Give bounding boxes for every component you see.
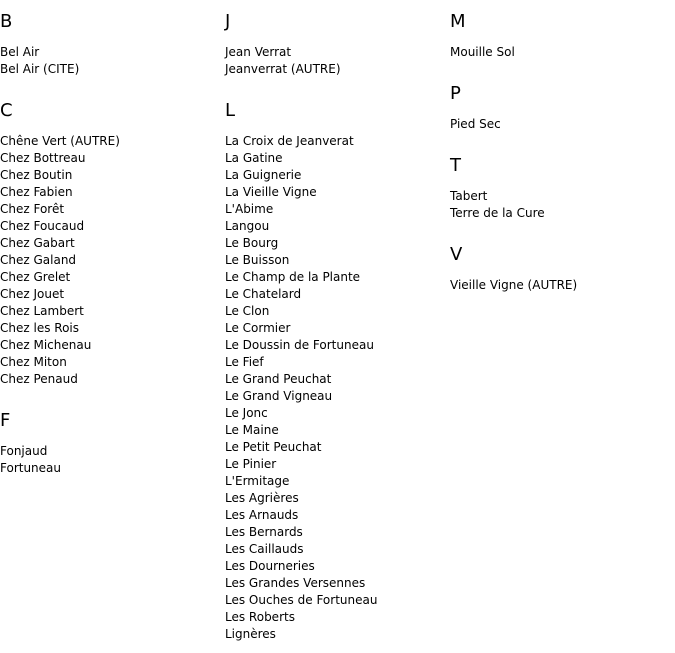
place-link[interactable]: L'Abime <box>225 202 274 216</box>
letter-group <box>450 155 670 222</box>
place-link[interactable]: Fortuneau <box>0 461 62 475</box>
place-link[interactable]: Le Maine <box>225 423 279 437</box>
letter-group <box>225 100 445 643</box>
letter-heading: P <box>450 83 461 104</box>
column-3 <box>450 0 670 294</box>
place-link[interactable]: Le Doussin de Fortuneau <box>225 338 374 352</box>
place-link[interactable]: Chez Michenau <box>0 338 92 352</box>
letter-heading: V <box>450 244 463 265</box>
letter-group <box>450 244 670 294</box>
place-link[interactable]: Chez Fabien <box>0 185 73 199</box>
place-link[interactable]: Les Ouches de Fortuneau <box>225 593 378 607</box>
letter-heading: L <box>225 100 236 121</box>
place-link[interactable]: Le Pinier <box>225 457 277 471</box>
place-link[interactable]: Le Buisson <box>225 253 290 267</box>
place-link[interactable]: Le Petit Peuchat <box>225 440 322 454</box>
place-link[interactable]: Le Jonc <box>225 406 268 420</box>
letter-group <box>225 11 445 78</box>
place-link[interactable]: Chez Jouet <box>0 287 65 301</box>
place-link[interactable]: Lignères <box>225 627 276 641</box>
place-link[interactable]: Les Bernards <box>225 525 303 539</box>
place-link[interactable]: Chez Grelet <box>0 270 71 284</box>
place-link[interactable]: Le Clon <box>225 304 270 318</box>
place-list <box>0 443 220 477</box>
place-link[interactable]: La Croix de Jeanverat <box>225 134 354 148</box>
letter-group <box>0 100 220 388</box>
place-link[interactable]: Terre de la Cure <box>450 206 545 220</box>
letter-group <box>0 410 220 477</box>
letter-group <box>0 11 220 78</box>
place-list <box>225 133 445 643</box>
place-link[interactable]: Fonjaud <box>0 444 48 458</box>
letter-heading: B <box>0 11 13 32</box>
place-link[interactable]: Le Grand Vigneau <box>225 389 333 403</box>
letter-heading: C <box>0 100 13 121</box>
place-link[interactable]: Chez Gabart <box>0 236 75 250</box>
place-link[interactable]: Jeanverrat (AUTRE) <box>225 62 341 76</box>
place-link[interactable]: Le Cormier <box>225 321 291 335</box>
place-link[interactable]: Les Arnauds <box>225 508 299 522</box>
letter-heading: M <box>450 11 466 32</box>
place-list <box>450 44 670 61</box>
place-link[interactable]: Le Chatelard <box>225 287 302 301</box>
place-link[interactable]: Bel Air (CITE) <box>0 62 80 76</box>
place-link[interactable]: Tabert <box>450 189 488 203</box>
place-link[interactable]: Les Agrières <box>225 491 299 505</box>
column-2 <box>225 0 445 643</box>
place-list <box>450 116 670 133</box>
place-link[interactable]: Chêne Vert (AUTRE) <box>0 134 120 148</box>
place-list <box>0 44 220 78</box>
place-link[interactable]: Chez Galand <box>0 253 77 267</box>
place-link[interactable]: La Gatine <box>225 151 283 165</box>
place-link[interactable]: Bel Air <box>0 45 40 59</box>
letter-heading: T <box>450 155 461 176</box>
letter-heading: J <box>225 11 231 32</box>
letter-heading: F <box>0 410 11 431</box>
letter-group <box>450 11 670 61</box>
place-list <box>450 188 670 222</box>
place-link[interactable]: Chez Forêt <box>0 202 65 216</box>
place-link[interactable]: Chez Miton <box>0 355 67 369</box>
place-link[interactable]: Langou <box>225 219 270 233</box>
place-link[interactable]: Le Fief <box>225 355 264 369</box>
place-link[interactable]: Le Grand Peuchat <box>225 372 332 386</box>
place-link[interactable]: Les Dourneries <box>225 559 315 573</box>
place-link[interactable]: Chez Boutin <box>0 168 73 182</box>
place-list <box>225 44 445 78</box>
place-link[interactable]: Chez Penaud <box>0 372 78 386</box>
place-link[interactable]: La Guignerie <box>225 168 302 182</box>
place-link[interactable]: Les Caillauds <box>225 542 304 556</box>
place-link[interactable]: Chez Lambert <box>0 304 84 318</box>
place-link[interactable]: Le Champ de la Plante <box>225 270 361 284</box>
place-link[interactable]: Vieille Vigne (AUTRE) <box>450 278 578 292</box>
place-link[interactable]: Mouille Sol <box>450 45 515 59</box>
place-link[interactable]: L'Ermitage <box>225 474 290 488</box>
place-link[interactable]: Pied Sec <box>450 117 501 131</box>
place-link[interactable]: Chez Foucaud <box>0 219 85 233</box>
place-link[interactable]: Chez les Rois <box>0 321 79 335</box>
letter-group <box>450 83 670 133</box>
place-list <box>450 277 670 294</box>
place-link[interactable]: La Vieille Vigne <box>225 185 317 199</box>
place-link[interactable]: Chez Bottreau <box>0 151 86 165</box>
place-link[interactable]: Les Roberts <box>225 610 295 624</box>
place-link[interactable]: Jean Verrat <box>225 45 292 59</box>
place-list <box>0 133 220 388</box>
place-link[interactable]: Les Grandes Versennes <box>225 576 366 590</box>
place-link[interactable]: Le Bourg <box>225 236 279 250</box>
column-1 <box>0 0 220 477</box>
